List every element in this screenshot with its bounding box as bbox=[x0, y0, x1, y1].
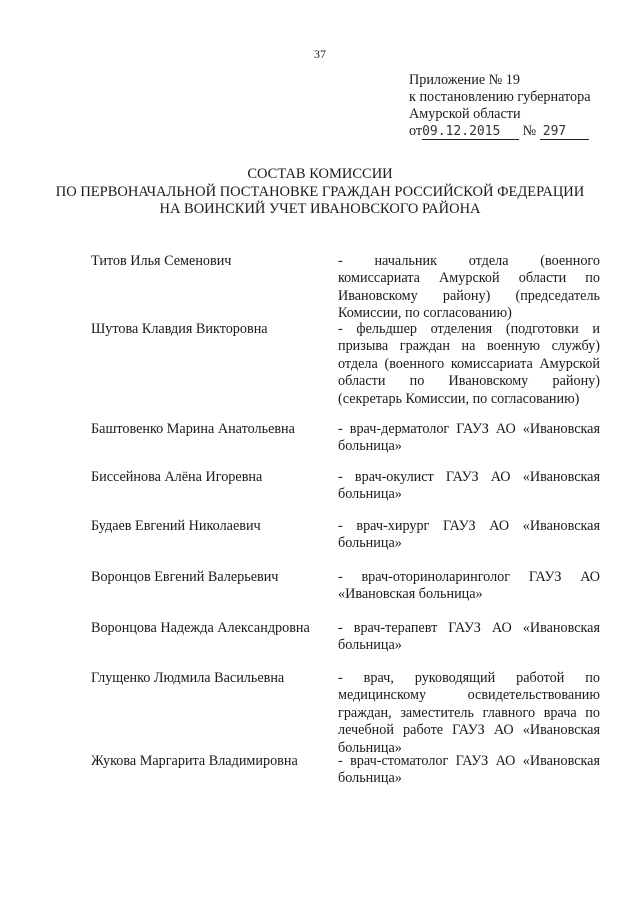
title-line-2: ПО ПЕРВОНАЧАЛЬНОЙ ПОСТАНОВКЕ ГРАЖДАН РОССИЙСКОЙ ФЕДЕРАЦИИ bbox=[55, 183, 585, 200]
member-role: - начальник отдела (военного комиссариата Амурской области по Ивановскому району) (председатель Комиссии, по согласованию) bbox=[338, 253, 600, 322]
date-prefix: от bbox=[409, 123, 423, 139]
appendix-date-line bbox=[409, 123, 591, 140]
member-name: Шутова Клавдия Викторовна bbox=[91, 321, 268, 337]
member-name: Глущенко Людмила Васильевна bbox=[91, 670, 285, 686]
appendix-title: Приложение № 19 bbox=[409, 72, 520, 88]
title-line-3: НА ВОИНСКИЙ УЧЕТ ИВАНОВСКОГО РАЙОНА bbox=[159, 201, 481, 217]
appendix-block bbox=[409, 72, 591, 140]
member-role: - врач-дерматолог ГАУЗ АО «Ивановская больница» bbox=[338, 421, 600, 455]
decree-number: 297 bbox=[540, 125, 589, 140]
member-name: Титов Илья Семенович bbox=[91, 253, 232, 269]
member-name: Баштовенко Марина Анатольевна bbox=[91, 421, 295, 437]
page-number: 37 bbox=[314, 47, 326, 61]
member-role: - врач-терапевт ГАУЗ АО «Ивановская больница» bbox=[338, 620, 600, 654]
member-role: - фельдшер отделения (подготовки и призыва граждан на военную службу) отдела (военного комиссариата Амурской области по Ивановскому району) (секретарь Комиссии, по согласованию) bbox=[338, 321, 600, 407]
member-name: Будаев Евгений Николаевич bbox=[91, 518, 261, 534]
member-name: Воронцова Надежда Александровна bbox=[91, 620, 310, 636]
member-role: - врач, руководящий работой по медицинскому освидетельствованию граждан, заместитель главного врача по лечебной работе ГАУЗ АО «Ивановская больница» bbox=[338, 670, 600, 756]
member-name: Биссейнова Алёна Игоревна bbox=[91, 469, 263, 485]
appendix-reference: к постановлению губернатора bbox=[409, 89, 591, 105]
member-role: - врач-окулист ГАУЗ АО «Ивановская больница» bbox=[338, 469, 600, 503]
number-prefix: № bbox=[522, 123, 537, 139]
member-role: - врач-оториноларинголог ГАУЗ АО «Ивановская больница» bbox=[338, 569, 600, 603]
decree-date: 09.12.2015 bbox=[422, 125, 519, 140]
appendix-region: Амурской области bbox=[409, 106, 521, 122]
member-role: - врач-хирург ГАУЗ АО «Ивановская больница» bbox=[338, 518, 600, 552]
title-line-1: СОСТАВ КОМИССИИ bbox=[247, 166, 393, 182]
document-title bbox=[0, 166, 640, 219]
member-role: - врач-стоматолог ГАУЗ АО «Ивановская больница» bbox=[338, 753, 600, 787]
member-name: Жукова Маргарита Владимировна bbox=[91, 753, 298, 769]
member-name: Воронцов Евгений Валерьевич bbox=[91, 569, 279, 585]
